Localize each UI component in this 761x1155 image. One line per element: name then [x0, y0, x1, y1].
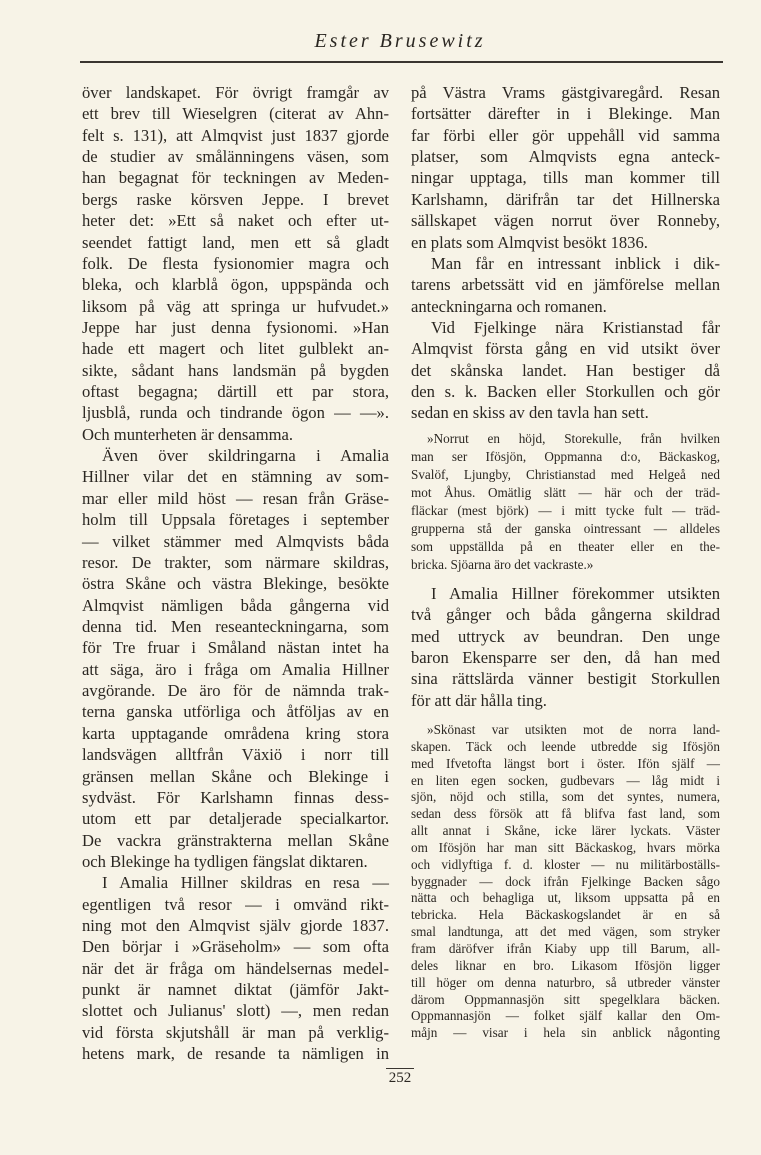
text-line: Och munterheten är densamma. — [82, 424, 294, 444]
text-line: slottet och Julianus' slott) —, men redan — [82, 1001, 389, 1021]
text-line: »Skönast var utsikten mot de norra land- — [427, 722, 720, 737]
text-line: grupperna stå der ganska ointressant — alldeles — [411, 521, 720, 536]
text-line: fram däröfver ifrån Kiaby upp till Barum, all- — [411, 940, 720, 956]
text-line: den s. k. Backen eller Storkullen och gör — [411, 382, 720, 402]
text-line: för Tre fruar i Småland nästan intet ha — [82, 638, 389, 658]
text-line: nätta och behagliga ut, liksom uppsatta på en — [411, 890, 720, 906]
page-number: 252 — [388, 1070, 412, 1086]
text-line: anteckningarna och romanen. — [411, 296, 607, 316]
text-line: en liten egen socken, gudbevars — låg midt i — [411, 772, 720, 788]
right-paragraph-amalia — [411, 583, 720, 711]
text-line: resor. De trakter, som närmare skildras, — [82, 552, 389, 572]
text-line: deles liknar en bro. Likasom Ifösjön ligger — [411, 957, 720, 973]
text-line: för att där hålla ting. — [411, 690, 547, 710]
text-line: »Norrut en höjd, Storekulle, från hvilken — [427, 431, 720, 446]
text-line: ningar upptaga, tills man kommer till — [411, 168, 720, 188]
text-line: karta upptagande områdena kring stora — [82, 723, 389, 743]
text-line: De vackra gränstrakterna mellan Skåne — [82, 830, 389, 850]
text-line: terna ganska utförliga och åtföljas av en — [82, 702, 389, 722]
text-line: hetens mark, de resande ta nämligen in — [82, 1044, 389, 1064]
text-line: punkt är namnet diktat (jämför Jakt- — [82, 980, 389, 1000]
text-line: de studier av smålänningens väsen, som — [82, 147, 389, 167]
text-line: I Amalia Hillner skildras en resa — — [102, 873, 389, 893]
text-line: bergs raske körsven Jeppe. I brevet — [82, 189, 389, 209]
text-line: denna tid. Men reseanteckningarna, som — [82, 616, 389, 636]
text-line: Svalöf, Ljungby, Christianstad med Helgeå ned — [411, 467, 720, 482]
text-line: Jeppe har just denna fysionomi. »Han — [82, 317, 389, 337]
text-line: Almqvist första gång en vid utsikt över — [411, 339, 720, 359]
text-line: sina rättslärda vänner bestigit Storkullen — [411, 669, 720, 689]
page-number-rule — [386, 1068, 414, 1069]
text-line: mot Åhus. Omätlig slätt — här och der träd- — [411, 485, 720, 500]
text-line: med uttryck av beundran. Den unge — [411, 626, 720, 646]
text-line: I Amalia Hillner förekommer utsikten — [431, 584, 720, 603]
text-line: egentligen två resor — i omvänd rikt- — [82, 894, 389, 914]
text-line: hade ett magert och litet gulblekt an- — [82, 339, 389, 359]
text-line: sällskapet vägen norrut över Ronneby, — [411, 211, 720, 231]
text-line: skapen. Täck och leende utbredde sig Ifösjön — [411, 738, 720, 754]
text-line: sedan dess försök att få blifva fast land, som — [411, 806, 720, 822]
text-line: över landskapet. För övrigt framgår av — [82, 83, 389, 102]
text-line: Man får en intressant inblick i dik- — [431, 253, 720, 273]
text-line: fortsätter därefter in i Blekinge. Man — [411, 104, 720, 124]
text-line: det skånska landet. Han bestiger då — [411, 360, 720, 380]
text-line: landsvägen alltfrån Växiö i norr till — [82, 745, 389, 765]
text-line: måjn — visar i hela sin anblick någonting — [411, 1025, 720, 1041]
text-line: sedan en skiss av den tavla han sett. — [411, 403, 649, 423]
text-line: tarens arbetssätt vid en jämförelse mellan — [411, 275, 720, 295]
text-line: därom Oppmannasjön sitt spegelklara bäcken. — [411, 991, 720, 1007]
text-line: till höger om denna naturbro, så utbreder vänster — [411, 974, 720, 990]
text-line: baron Ekensparre ser den, då han med — [411, 648, 720, 668]
text-line: Vid Fjelkinge nära Kristianstad får — [431, 317, 720, 337]
text-line: utom ett par detaljerade specialkartor. — [82, 809, 389, 829]
text-line: smal landtunga, att det med vägen, som stryker — [411, 924, 720, 940]
text-line: sydväst. För Karlshamn finnas dess- — [82, 787, 389, 807]
text-line: heter det: »Ett så naket och efter ut- — [82, 211, 389, 231]
text-line: bleka, och klarblå ögon, uppspända och — [82, 275, 389, 295]
text-line: vid första skjutshåll är man på verklig- — [82, 1022, 389, 1042]
text-line: oftast begagna; därtill ett par stora, — [82, 382, 389, 402]
text-line: Även över skildringarna i Amalia — [102, 446, 389, 466]
text-line: Hillner vilar det en stämning av som- — [82, 467, 389, 487]
text-line: tebricka. Hela Bäckaskogslandet är en så — [411, 907, 720, 923]
text-line: och vidlyftiga f. d. kloster — nu militärboställs- — [411, 856, 720, 872]
text-line: att säga, äro i fråga om Amalia Hillner — [82, 659, 389, 679]
text-line: mar eller mild höst — resan från Gräse- — [82, 488, 389, 508]
text-line: felt s. 131), att Almqvist just 1837 gjorde — [82, 125, 389, 145]
text-line: östra Skåne och västra Blekinge, besökte — [82, 574, 389, 594]
text-line: om Ifösjön har man sitt Bäckaskog, hvars mörka — [411, 839, 720, 855]
text-line: som uppställda på en theater eller en the- — [411, 539, 720, 554]
right-column-paragraphs — [411, 82, 720, 424]
text-line: seendet fattigt land, men ett så gladt — [82, 232, 389, 252]
running-title: Ester Brusewitz — [314, 30, 486, 52]
text-line: ning mot den Almqvist själv gjorde 1837. — [82, 916, 389, 936]
text-line: byggnader — dock ifrån Fjelkinge Backen sågo — [411, 873, 720, 889]
text-line: och Blekinge ha tydligen fängslat diktaren. — [82, 851, 368, 871]
text-line: han begagnat för teckningen av Meden- — [82, 168, 389, 188]
text-line: man ser Ifösjön, Oppmanna d:o, Bäckaskog, — [411, 449, 720, 464]
text-line: med Ifvetofta längst bort i öster. Ifön själf — — [411, 755, 720, 771]
text-line: på Västra Vrams gästgivaregård. Resan — [411, 83, 720, 102]
text-line: Oppmannasjön — folket själf kallar den Om- — [411, 1008, 720, 1024]
text-line: ett brev till Wieselgren (citerat av Ahn- — [82, 104, 389, 124]
quote-storekulle — [411, 430, 720, 574]
text-line: Almqvist nämligen båda gångerna vid — [82, 595, 389, 615]
text-line: platser, som Almqvists egna anteck- — [411, 147, 720, 167]
text-line: Den börjar i »Gräseholm» — som ofta — [82, 937, 389, 957]
text-line: — vilket stämmer med Almqvists båda — [82, 531, 389, 551]
text-line: avgörande. De äro för de nämnda trak- — [82, 681, 389, 701]
text-line: sjön, nöjd och stilla, som det syntes, numera, — [411, 789, 720, 805]
text-line: gränsen mellan Skåne och Blekinge i — [82, 766, 389, 786]
text-line: bricka. Sjöarna äro det vackraste.» — [411, 557, 594, 572]
text-line: fläckar (mest björk) — i mitt tycke fult — träd- — [411, 503, 720, 518]
text-line: liksom på väg att springa ur hufvudet.» — [82, 296, 389, 316]
text-line: två gånger och båda gångerna skildrad — [411, 605, 720, 625]
header-rule — [80, 61, 723, 63]
text-line: när det är fråga om händelsernas medel- — [82, 958, 389, 978]
text-line: ljusblå, runda och tindrande ögon — —». — [82, 403, 389, 423]
text-line: Karlshamn, därifrån tar det Hillnerska — [411, 189, 720, 209]
left-column — [82, 82, 389, 1065]
quote-skonast — [411, 722, 720, 1042]
text-line: holm till Uppsala företages i september — [82, 510, 389, 530]
text-line: folk. De flesta fysionomier magra och — [82, 253, 389, 273]
text-line: allt annat i Skåne, icke lärer lyckats. Väster — [411, 823, 720, 839]
text-line: sikte, sådant hans landsmän på bygden — [82, 360, 389, 380]
text-line: en plats som Almqvist besökt 1836. — [411, 232, 648, 252]
text-line: far förbi eller gör uppehåll vid samma — [411, 125, 720, 145]
